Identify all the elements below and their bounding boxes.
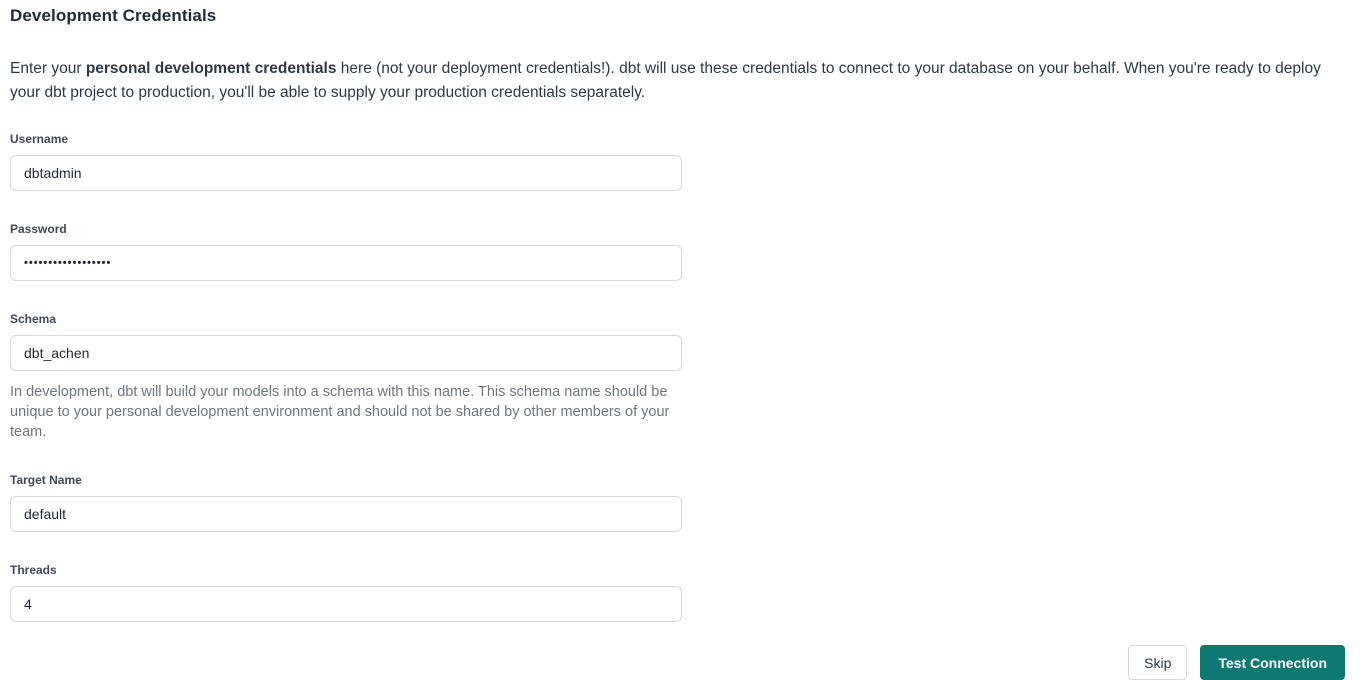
- schema-input[interactable]: [10, 335, 682, 371]
- intro-suffix: here (not your deployment credentials!). dbt will use these credentials to connect to your database on your behalf. When you're ready to deploy your dbt project to production, you'll be able to supply your production credentials separately.: [10, 60, 1321, 101]
- credentials-form: [10, 105, 682, 622]
- schema-help-text: In development, dbt will build your models into a schema with this name. This schema name should be unique to your personal development environment and should not be shared by other members of your team.: [10, 384, 670, 440]
- intro-prefix: Enter your: [10, 60, 86, 77]
- schema-field-group: [10, 312, 682, 442]
- target-name-input[interactable]: [10, 496, 682, 532]
- password-input[interactable]: [10, 245, 682, 281]
- skip-button[interactable]: Skip: [1128, 645, 1187, 680]
- target-name-label: Target Name: [10, 473, 82, 487]
- target-name-field-group: [10, 473, 682, 532]
- password-label: Password: [10, 222, 67, 236]
- page-title: Development Credentials: [10, 6, 217, 25]
- threads-label: Threads: [10, 563, 57, 577]
- threads-input[interactable]: [10, 586, 682, 622]
- schema-label: Schema: [10, 312, 57, 326]
- username-input[interactable]: [10, 155, 682, 191]
- password-field-group: [10, 222, 682, 281]
- username-field-group: [10, 132, 682, 191]
- intro-bold-phrase: personal development credentials: [85, 60, 337, 77]
- test-connection-button[interactable]: Test Connection: [1200, 645, 1345, 680]
- threads-field-group: [10, 563, 682, 622]
- intro-paragraph: [10, 57, 1342, 105]
- username-label: Username: [10, 132, 69, 146]
